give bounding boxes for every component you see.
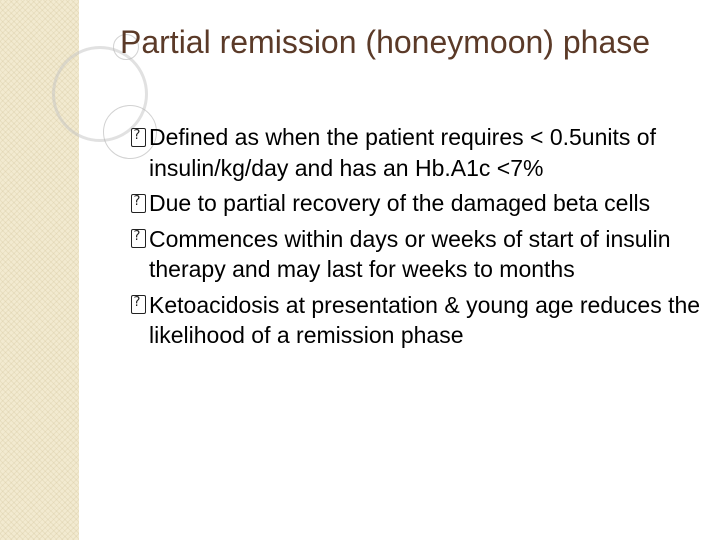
bullet-item-defined [128,122,708,183]
bullet-item-due-to [128,188,708,219]
bullet-icon [128,224,148,254]
bullet-text: Defined as when the patient requires < 0.5units of insulin/kg/day and has an Hb.A1c <7% [149,124,656,181]
bullet-text: Due to partial recovery of the damaged beta cells [149,190,651,216]
bullet-text: Commences within days or weeks of start of insulin therapy and may last for weeks to months [149,225,671,282]
bullet-icon [128,188,148,218]
bullet-list [128,122,708,356]
bullet-item-commences [128,224,708,285]
bullet-icon [128,290,148,320]
bullet-icon [128,122,148,152]
bullet-item-ketoacidosis [128,290,708,351]
bullet-text: Ketoacidosis at presentation & young age reduces the likelihood of a remission phase [149,291,701,348]
slide-title: Partial remission (honeymoon) phase [120,24,651,60]
